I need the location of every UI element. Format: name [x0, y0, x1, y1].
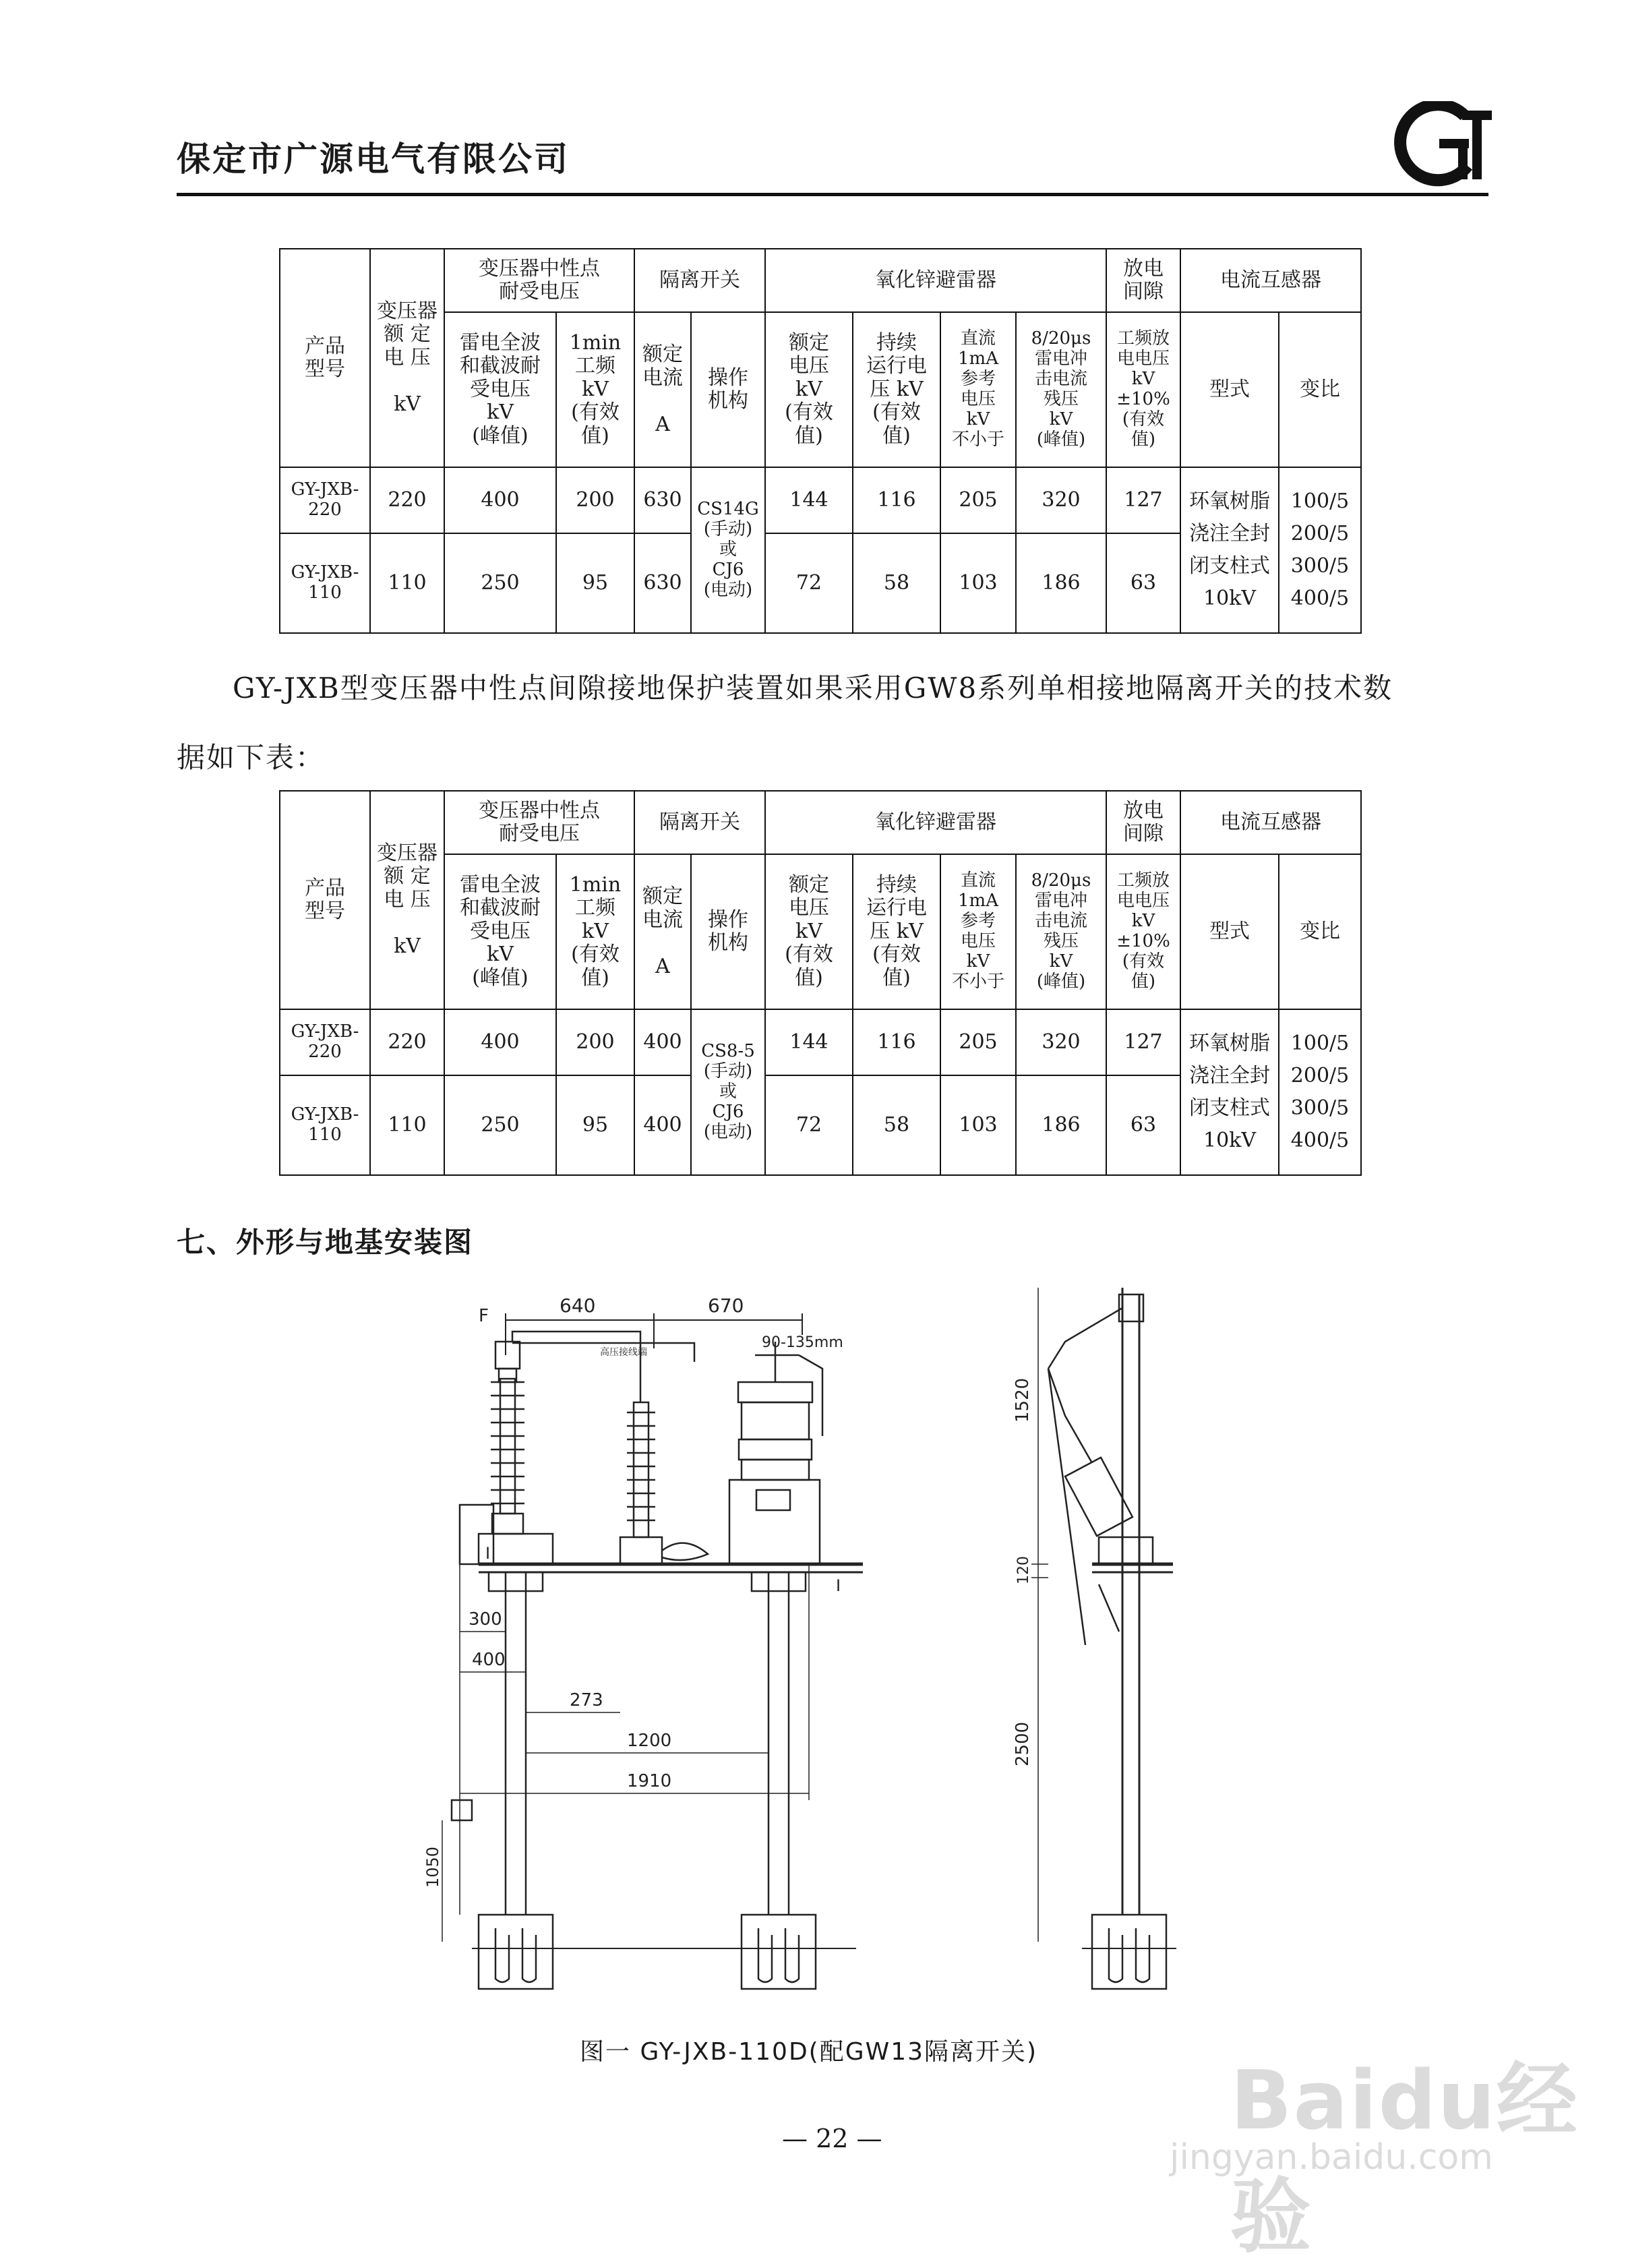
- row-mechanism: CS8-5 (手动) 或 CJ6 (电动): [691, 1009, 765, 1175]
- th-ct-ratio: 变比: [1279, 312, 1361, 467]
- row-arr-rated: 72: [765, 1075, 853, 1175]
- row-current: 400: [634, 1009, 691, 1075]
- label-section-i-left: I: [485, 1544, 491, 1563]
- row-arr-cont: 58: [853, 533, 940, 633]
- row-lightning: 250: [444, 533, 556, 633]
- row-gap: 63: [1106, 533, 1180, 633]
- row-gap: 63: [1106, 1075, 1180, 1175]
- th-model: 产品 型号: [280, 791, 370, 1009]
- th-disconnector: 隔离开关: [634, 249, 765, 312]
- row-mechanism: CS14G (手动) 或 CJ6 (电动): [691, 467, 765, 633]
- th-neutral-withstand: 变压器中性点 耐受电压: [444, 791, 634, 854]
- th-lightning-withstand: 雷电全波 和截波耐 受电压 kV (峰值): [444, 854, 556, 1009]
- baidu-watermark: [1143, 2029, 1581, 2264]
- dim-273: 273: [570, 1690, 603, 1710]
- dim-1910: 1910: [627, 1771, 672, 1791]
- label-section-i-right: I: [836, 1576, 841, 1595]
- header-rule: [177, 193, 1488, 196]
- dim-90-135: 90-135mm: [762, 1334, 843, 1351]
- dim-400: 400: [472, 1650, 506, 1670]
- spec-table-gw8: [279, 790, 1362, 1176]
- th-arr-rated-voltage: 额定 电压 kV (有效 值): [765, 854, 853, 1009]
- table-row: [280, 1009, 1361, 1075]
- row-ct-type: 环氧树脂 浇注全封 闭支柱式 10kV: [1180, 1009, 1279, 1175]
- row-power-freq: 95: [556, 1075, 634, 1175]
- th-gap: 放电 间隙: [1106, 249, 1180, 312]
- row-arr-cont: 116: [853, 1009, 940, 1075]
- row-arr-dc: 103: [940, 1075, 1016, 1175]
- watermark-site: jingyan.baidu.com: [1170, 2137, 1493, 2178]
- th-arrester: 氧化锌避雷器: [765, 249, 1106, 312]
- figure-caption: 图一 GY-JXB-110D(配GW13隔离开关): [580, 2038, 1038, 2066]
- th-ct-type: 型式: [1180, 854, 1279, 1009]
- th-power-freq-withstand: 1min 工频 kV (有效 值): [556, 854, 634, 1009]
- row-arr-rated: 72: [765, 533, 853, 633]
- th-arr-continuous: 持续 运行电 压 kV (有效 值): [853, 854, 940, 1009]
- th-gap-voltage: 工频放 电电压 kV ±10% (有效 值): [1106, 854, 1180, 1009]
- th-lightning-withstand: 雷电全波 和截波耐 受电压 kV (峰值): [444, 312, 556, 467]
- intro-paragraph-line1: GY-JXB型变压器中性点间隙接地保护装置如果采用GW8系列单相接地隔离开关的技术数: [233, 672, 1393, 705]
- watermark-brand: Baidu经验: [1230, 2054, 1579, 2264]
- row-arr-res: 320: [1016, 467, 1106, 533]
- row-arr-dc: 103: [940, 533, 1016, 633]
- row-lightning: 250: [444, 1075, 556, 1175]
- row-model: GY-JXB- 110: [280, 533, 370, 633]
- row-voltage: 220: [370, 467, 444, 533]
- th-arr-dc-ref: 直流 1mA 参考 电压 kV 不小于: [940, 854, 1016, 1009]
- th-ct: 电流互感器: [1180, 791, 1361, 854]
- row-model: GY-JXB- 220: [280, 1009, 370, 1075]
- th-power-freq-withstand: 1min 工频 kV (有效 值): [556, 312, 634, 467]
- th-arrester: 氧化锌避雷器: [765, 791, 1106, 854]
- label-hv-lead: 高压接线端: [600, 1347, 647, 1358]
- th-rated-current: 额定 电流 A: [634, 312, 691, 467]
- th-ct: 电流互感器: [1180, 249, 1361, 312]
- row-ct-type: 环氧树脂 浇注全封 闭支柱式 10kV: [1180, 467, 1279, 633]
- th-arr-dc-ref: 直流 1mA 参考 电压 kV 不小于: [940, 312, 1016, 467]
- row-arr-res: 186: [1016, 533, 1106, 633]
- th-mechanism: 操作 机构: [691, 312, 765, 467]
- th-gap-voltage: 工频放 电电压 kV ±10% (有效 值): [1106, 312, 1180, 467]
- th-rated-current: 额定 电流 A: [634, 854, 691, 1009]
- row-power-freq: 95: [556, 533, 634, 633]
- row-lightning: 400: [444, 467, 556, 533]
- row-voltage: 110: [370, 1075, 444, 1175]
- row-lightning: 400: [444, 1009, 556, 1075]
- dim-1050: 1050: [423, 1846, 442, 1888]
- th-arr-rated-voltage: 额定 电压 kV (有效 值): [765, 312, 853, 467]
- row-power-freq: 200: [556, 1009, 634, 1075]
- row-current: 400: [634, 1075, 691, 1175]
- th-disconnector: 隔离开关: [634, 791, 765, 854]
- row-power-freq: 200: [556, 467, 634, 533]
- row-ct-ratio: 100/5 200/5 300/5 400/5: [1279, 467, 1361, 633]
- row-model: GY-JXB- 220: [280, 467, 370, 533]
- row-arr-rated: 144: [765, 467, 853, 533]
- th-ct-type: 型式: [1180, 312, 1279, 467]
- dim-120: 120: [1015, 1556, 1032, 1584]
- table-row: [280, 467, 1361, 533]
- th-neutral-withstand: 变压器中性点 耐受电压: [444, 249, 634, 312]
- row-model: GY-JXB- 110: [280, 1075, 370, 1175]
- dim-300: 300: [469, 1609, 502, 1630]
- row-voltage: 220: [370, 1009, 444, 1075]
- th-arr-continuous: 持续 运行电 压 kV (有效 值): [853, 312, 940, 467]
- row-arr-dc: 205: [940, 467, 1016, 533]
- row-current: 630: [634, 533, 691, 633]
- row-ct-ratio: 100/5 200/5 300/5 400/5: [1279, 1009, 1361, 1175]
- row-current: 630: [634, 467, 691, 533]
- dim-1520: 1520: [1013, 1377, 1033, 1423]
- row-arr-cont: 58: [853, 1075, 940, 1175]
- intro-paragraph-line2: 据如下表：: [177, 741, 326, 774]
- row-gap: 127: [1106, 1009, 1180, 1075]
- th-gap: 放电 间隙: [1106, 791, 1180, 854]
- drawing-label-f: F: [479, 1306, 489, 1326]
- dim-640: 640: [560, 1294, 596, 1317]
- th-rated-voltage: 变压器 额 定 电 压 kV: [370, 791, 444, 1009]
- installation-drawing: [418, 1267, 1375, 2023]
- row-arr-res: 320: [1016, 1009, 1106, 1075]
- company-name: 保定市广源电气有限公司: [177, 140, 570, 179]
- spec-table-gw13: [279, 248, 1362, 634]
- row-arr-rated: 144: [765, 1009, 853, 1075]
- row-arr-cont: 116: [853, 467, 940, 533]
- dim-1200: 1200: [627, 1731, 672, 1751]
- th-mechanism: 操作 机构: [691, 854, 765, 1009]
- company-logo: [1392, 101, 1493, 187]
- section-title: 七、外形与地基安装图: [177, 1226, 474, 1259]
- row-gap: 127: [1106, 467, 1180, 533]
- row-voltage: 110: [370, 533, 444, 633]
- th-arr-residual: 8/20μs 雷电冲 击电流 残压 kV (峰值): [1016, 854, 1106, 1009]
- th-rated-voltage: 变压器 额 定 电 压 kV: [370, 249, 444, 467]
- dim-670: 670: [708, 1294, 744, 1317]
- th-arr-residual: 8/20μs 雷电冲 击电流 残压 kV (峰值): [1016, 312, 1106, 467]
- row-arr-res: 186: [1016, 1075, 1106, 1175]
- row-arr-dc: 205: [940, 1009, 1016, 1075]
- th-ct-ratio: 变比: [1279, 854, 1361, 1009]
- dim-2500: 2500: [1013, 1721, 1033, 1766]
- th-model: 产品 型号: [280, 249, 370, 467]
- page-number: — 22 —: [782, 2124, 882, 2153]
